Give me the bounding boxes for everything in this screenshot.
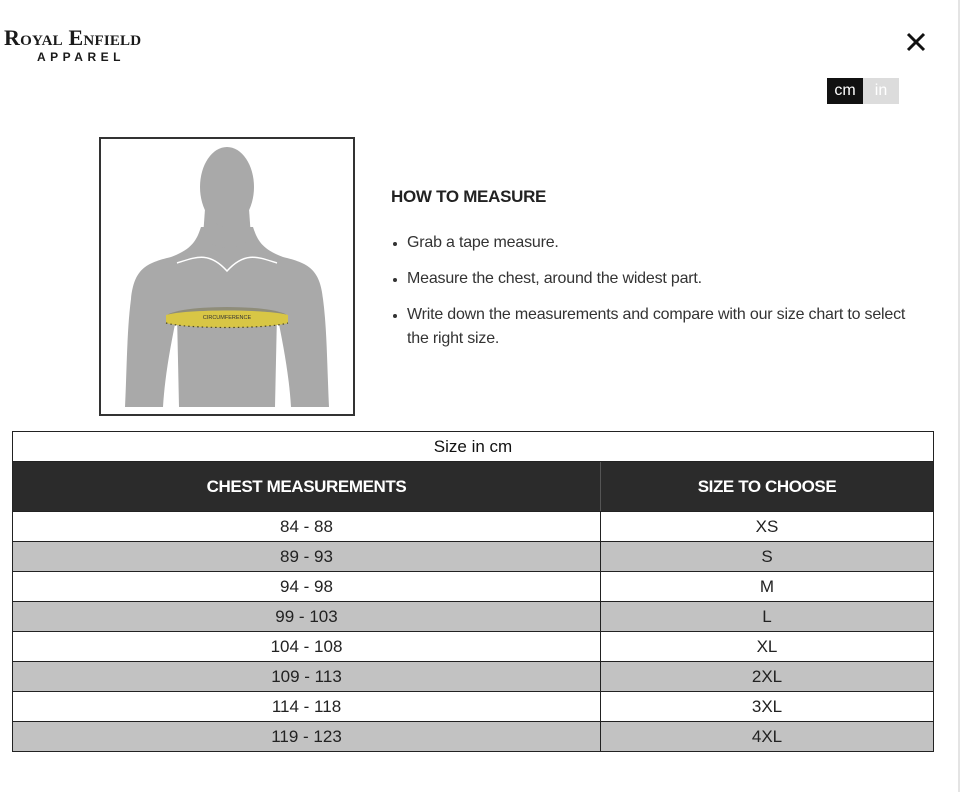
chest-cell: 84 - 88 (13, 512, 601, 542)
how-to-measure-steps (391, 231, 921, 363)
unit-option-in[interactable]: in (863, 78, 899, 104)
table-row (13, 542, 934, 572)
chest-cell: 109 - 113 (13, 662, 601, 692)
table-caption: Size in cm (13, 432, 934, 462)
size-cell: 2XL (601, 662, 934, 692)
brand-logo-name: Royal Enfield (4, 25, 142, 50)
chest-cell: 89 - 93 (13, 542, 601, 572)
table-row (13, 512, 934, 542)
how-to-step: Grab a tape measure. (391, 231, 921, 255)
table-row (13, 662, 934, 692)
size-cell: L (601, 602, 934, 632)
table-caption-row (13, 432, 934, 462)
size-chart-table (12, 431, 934, 752)
brand-logo (4, 26, 154, 64)
table-header-row (13, 462, 934, 512)
chest-cell: 119 - 123 (13, 722, 601, 752)
chest-cell: 114 - 118 (13, 692, 601, 722)
unit-toggle (827, 78, 899, 104)
brand-logo-sub: APPAREL (37, 50, 125, 64)
chest-cell: 94 - 98 (13, 572, 601, 602)
table-row (13, 632, 934, 662)
band-label: CIRCUMFERENCE (202, 315, 252, 321)
size-cell: 3XL (601, 692, 934, 722)
chest-cell: 99 - 103 (13, 602, 601, 632)
close-icon (902, 28, 930, 56)
table-row (13, 692, 934, 722)
size-cell: S (601, 542, 934, 572)
column-header-size: SIZE TO CHOOSE (601, 462, 934, 512)
measurement-illustration (99, 137, 355, 416)
table-row (13, 572, 934, 602)
chest-cell: 104 - 108 (13, 632, 601, 662)
unit-option-cm[interactable]: cm (827, 78, 863, 104)
table-row (13, 722, 934, 752)
how-to-measure-title: HOW TO MEASURE (391, 187, 547, 206)
size-cell: 4XL (601, 722, 934, 752)
size-cell: M (601, 572, 934, 602)
how-to-step: Measure the chest, around the widest part. (391, 267, 921, 291)
close-button[interactable] (902, 28, 930, 56)
torso-figure (101, 139, 353, 414)
size-cell: XS (601, 512, 934, 542)
table-row (13, 602, 934, 632)
size-cell: XL (601, 632, 934, 662)
column-header-chest: CHEST MEASUREMENTS (13, 462, 601, 512)
how-to-step: Write down the measurements and compare with our size chart to select the right size. (391, 303, 921, 351)
